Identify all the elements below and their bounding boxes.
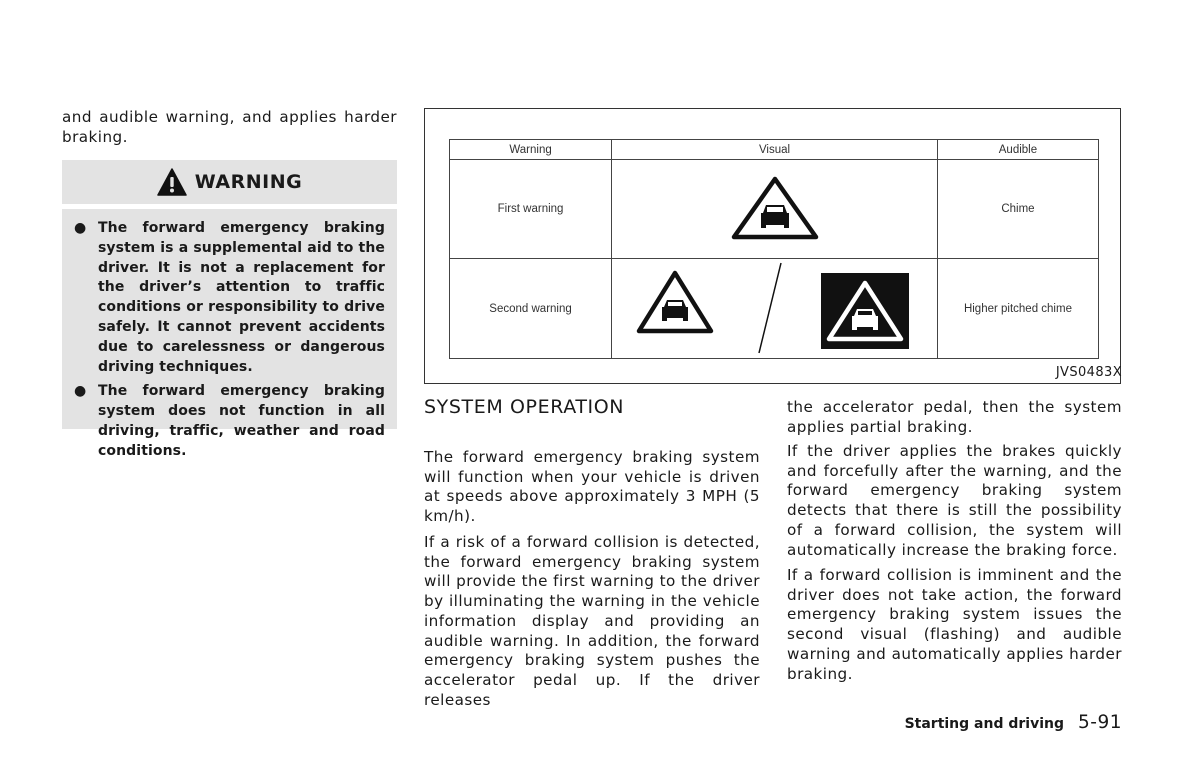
- warning-table: [449, 139, 1099, 359]
- warning-item-text: The forward emergency braking system does not function in all driving, traffic, weather and road conditions.: [98, 383, 385, 459]
- section-title: SYSTEM OPERATION: [424, 396, 625, 418]
- warning-item-text: The forward emergency braking system is a supplemental aid to the driver. It is not a replacement for the driver’s attention to traffic conditions or responsibility to drive safely. It cannot prevent accidents due to carelessness or dangerous driving techniques.: [98, 220, 385, 375]
- page-footer: [905, 712, 1122, 733]
- bullet-icon: ●: [74, 220, 87, 236]
- warning-item: [74, 219, 385, 377]
- paragraph: If the driver applies the brakes quickly and forcefully after the warning, and the forward emergency braking system detects that there is still the possibility of a forward collision, the system will automatically increase the braking force.: [787, 442, 1122, 559]
- paragraph: the accelerator pedal, then the system applies partial braking.: [787, 398, 1122, 436]
- warning-body: [62, 209, 397, 459]
- intro-text: and audible warning, and applies harder braking.: [62, 108, 397, 146]
- first-warning-visual: [612, 160, 938, 259]
- car-warning-icon: [730, 175, 820, 241]
- paragraph: If a risk of a forward collision is detected, the forward emergency braking system will provide the first warning to the driver by illuminating the warning in the vehicle information display and providing an audible warning. In addition, the forward emergency braking system pushes the accelerator pedal up. If the driver releases: [424, 533, 760, 709]
- bullet-icon: ●: [74, 383, 87, 400]
- second-warning-audible: Higher pitched chime: [937, 259, 1098, 359]
- warning-header: [62, 160, 397, 204]
- second-warning-label: Second warning: [450, 259, 612, 359]
- warning-item: [74, 382, 385, 461]
- table-row: [450, 259, 1099, 359]
- first-warning-label: First warning: [450, 160, 612, 259]
- header-visual: Visual: [612, 140, 938, 160]
- table-row: [450, 160, 1099, 259]
- warning-triangle-icon: [157, 168, 187, 196]
- header-warning: Warning: [450, 140, 612, 160]
- paragraph: The forward emergency braking system will function when your vehicle is driven at speeds above approximately 3 MPH (5 km/h).: [424, 448, 760, 526]
- paragraph: If a forward collision is imminent and the driver does not take action, the forward emergency braking system issues the second visual (flashing) and audible warning and automatically applies harder braking.: [787, 566, 1122, 683]
- footer-section: Starting and driving: [904, 716, 1064, 732]
- warning-title: WARNING: [194, 171, 303, 193]
- first-warning-audible: Chime: [937, 160, 1098, 259]
- flashing-car-warning-icons: [625, 259, 925, 355]
- figure-code: JVS0483X: [1055, 365, 1122, 380]
- page-number: 5-91: [1078, 712, 1122, 733]
- car-warning-icon: [639, 273, 711, 331]
- second-warning-visual: [612, 259, 938, 359]
- separator-slash: [759, 263, 781, 353]
- header-audible: Audible: [937, 140, 1098, 160]
- table-header-row: [450, 140, 1099, 160]
- car-warning-inverted-icon: [821, 273, 909, 349]
